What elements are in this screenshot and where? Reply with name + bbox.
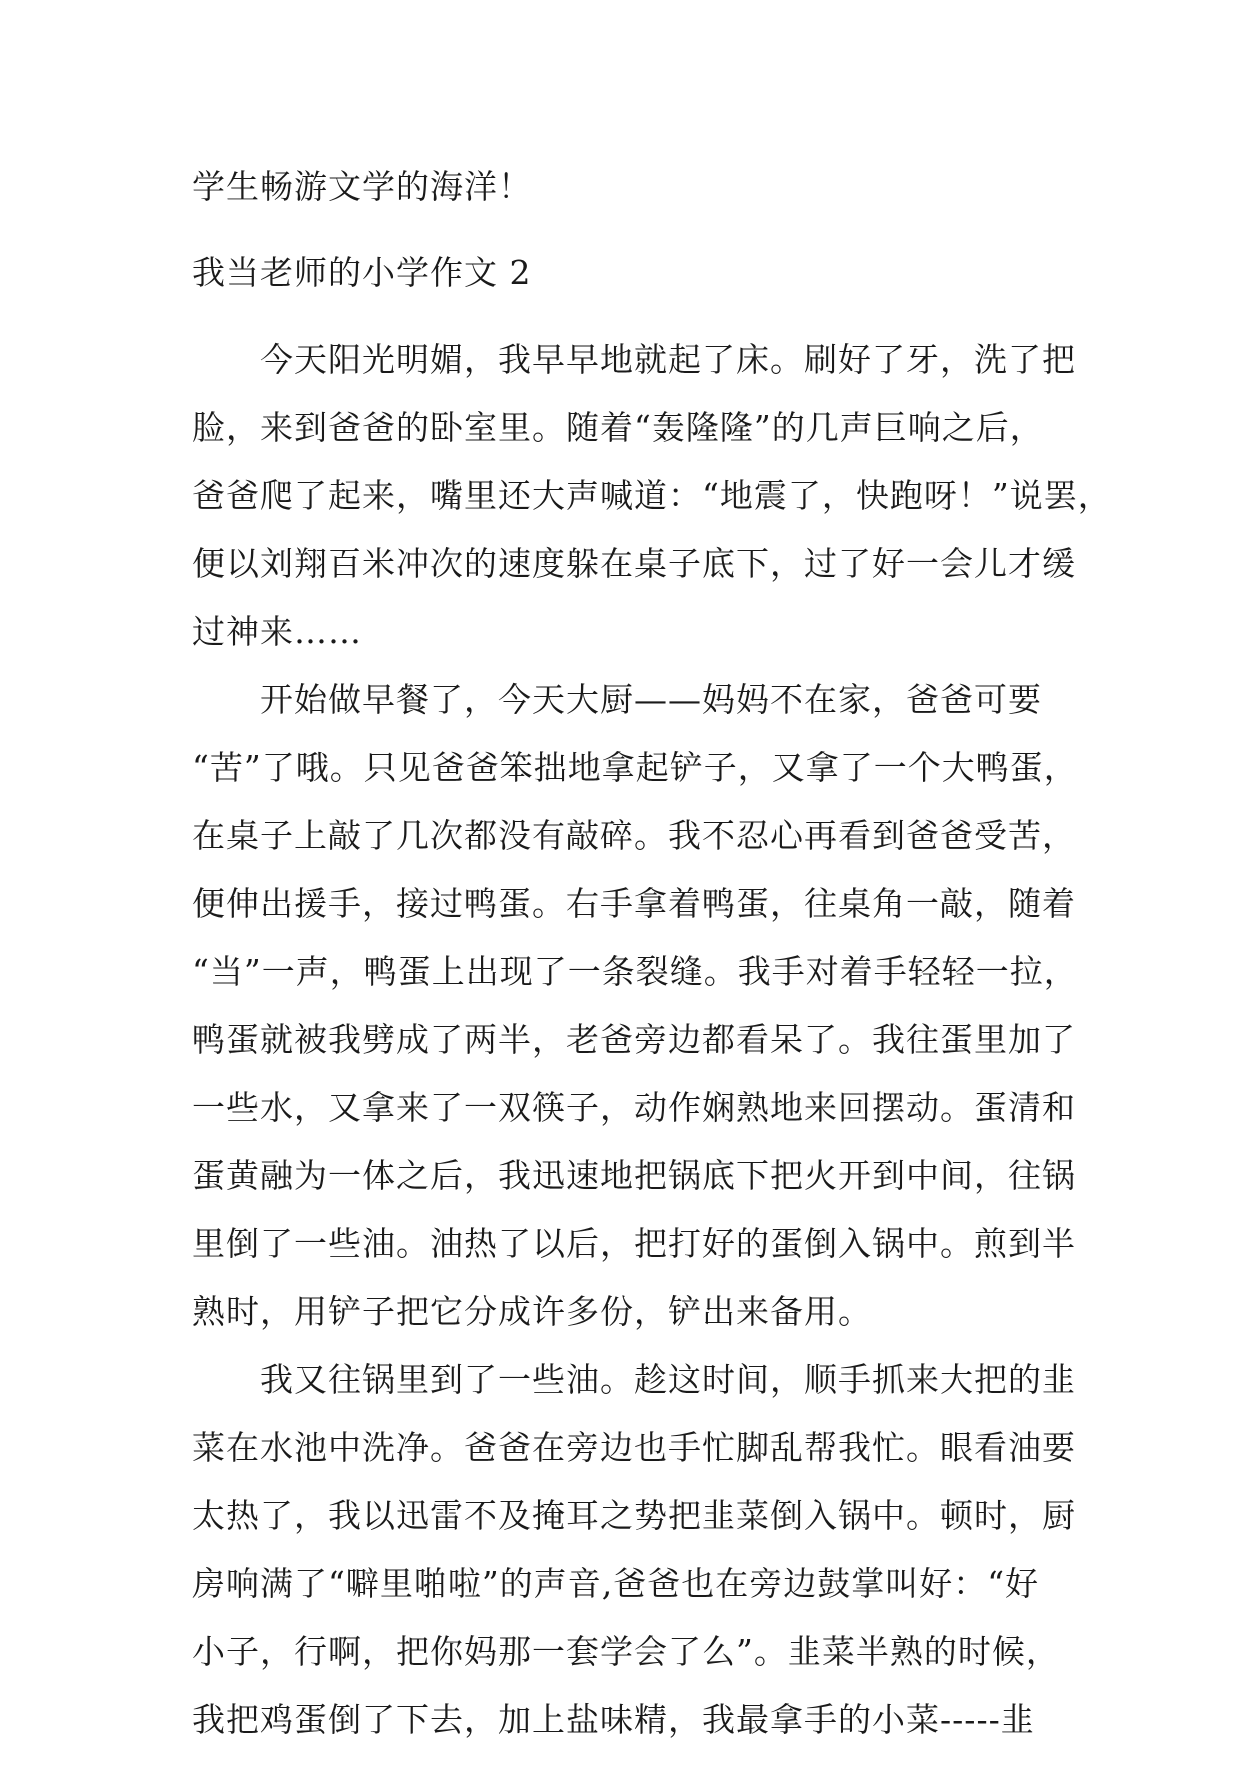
essay-title: 我当老师的小学作文 2 bbox=[192, 253, 532, 292]
body-line: 过神来…… bbox=[192, 612, 362, 651]
body-line: 熟时，用铲子把它分成许多份，铲出来备用。 bbox=[192, 1292, 872, 1331]
body-line: 今天阳光明媚，我早早地就起了床。刷好了牙，洗了把 bbox=[192, 340, 1076, 379]
body-line: 一些水，又拿来了一双筷子，动作娴熟地来回摆动。蛋清和 bbox=[192, 1088, 1076, 1127]
body-line: 便以刘翔百米冲次的速度躲在桌子底下，过了好一会儿才缓 bbox=[192, 544, 1076, 583]
body-line: 我把鸡蛋倒了下去，加上盐味精，我最拿手的小菜-----韭 bbox=[192, 1700, 1035, 1739]
body-line: 便伸出援手，接过鸭蛋。右手拿着鸭蛋，往桌角一敲，随着 bbox=[192, 884, 1076, 923]
body-line: 房响满了“噼里啪啦”的声音,爸爸也在旁边鼓掌叫好：“好 bbox=[192, 1564, 1040, 1603]
body-line: 在桌子上敲了几次都没有敲碎。我不忍心再看到爸爸受苦， bbox=[192, 816, 1076, 855]
body-line: 里倒了一些油。油热了以后，把打好的蛋倒入锅中。煎到半 bbox=[192, 1224, 1076, 1263]
body-line: 爸爸爬了起来，嘴里还大声喊道：“地震了，快跑呀！”说罢， bbox=[192, 476, 1112, 515]
body-line: 菜在水池中洗净。爸爸在旁边也手忙脚乱帮我忙。眼看油要 bbox=[192, 1428, 1076, 1467]
body-line: 太热了，我以迅雷不及掩耳之势把韭菜倒入锅中。顿时，厨 bbox=[192, 1496, 1076, 1535]
body-line: 蛋黄融为一体之后，我迅速地把锅底下把火开到中间，往锅 bbox=[192, 1156, 1076, 1195]
body-line: 我又往锅里到了一些油。趁这时间，顺手抓来大把的韭 bbox=[192, 1360, 1076, 1399]
body-line: 开始做早餐了，今天大厨——妈妈不在家，爸爸可要 bbox=[192, 680, 1042, 719]
body-line: 鸭蛋就被我劈成了两半，老爸旁边都看呆了。我往蛋里加了 bbox=[192, 1020, 1076, 1059]
body-line: 小子，行啊，把你妈那一套学会了么”。韭菜半熟的时候， bbox=[192, 1632, 1060, 1671]
lead-line: 学生畅游文学的海洋！ bbox=[192, 167, 532, 206]
body-line: “当”一声，鸭蛋上出现了一条裂缝。我手对着手轻轻一拉， bbox=[192, 952, 1078, 991]
essay-body bbox=[192, 340, 1112, 1768]
body-line: 脸，来到爸爸的卧室里。随着“轰隆隆”的几声巨响之后， bbox=[192, 408, 1044, 447]
body-line: “苦”了哦。只见爸爸笨拙地拿起铲子，又拿了一个大鸭蛋， bbox=[192, 748, 1078, 787]
